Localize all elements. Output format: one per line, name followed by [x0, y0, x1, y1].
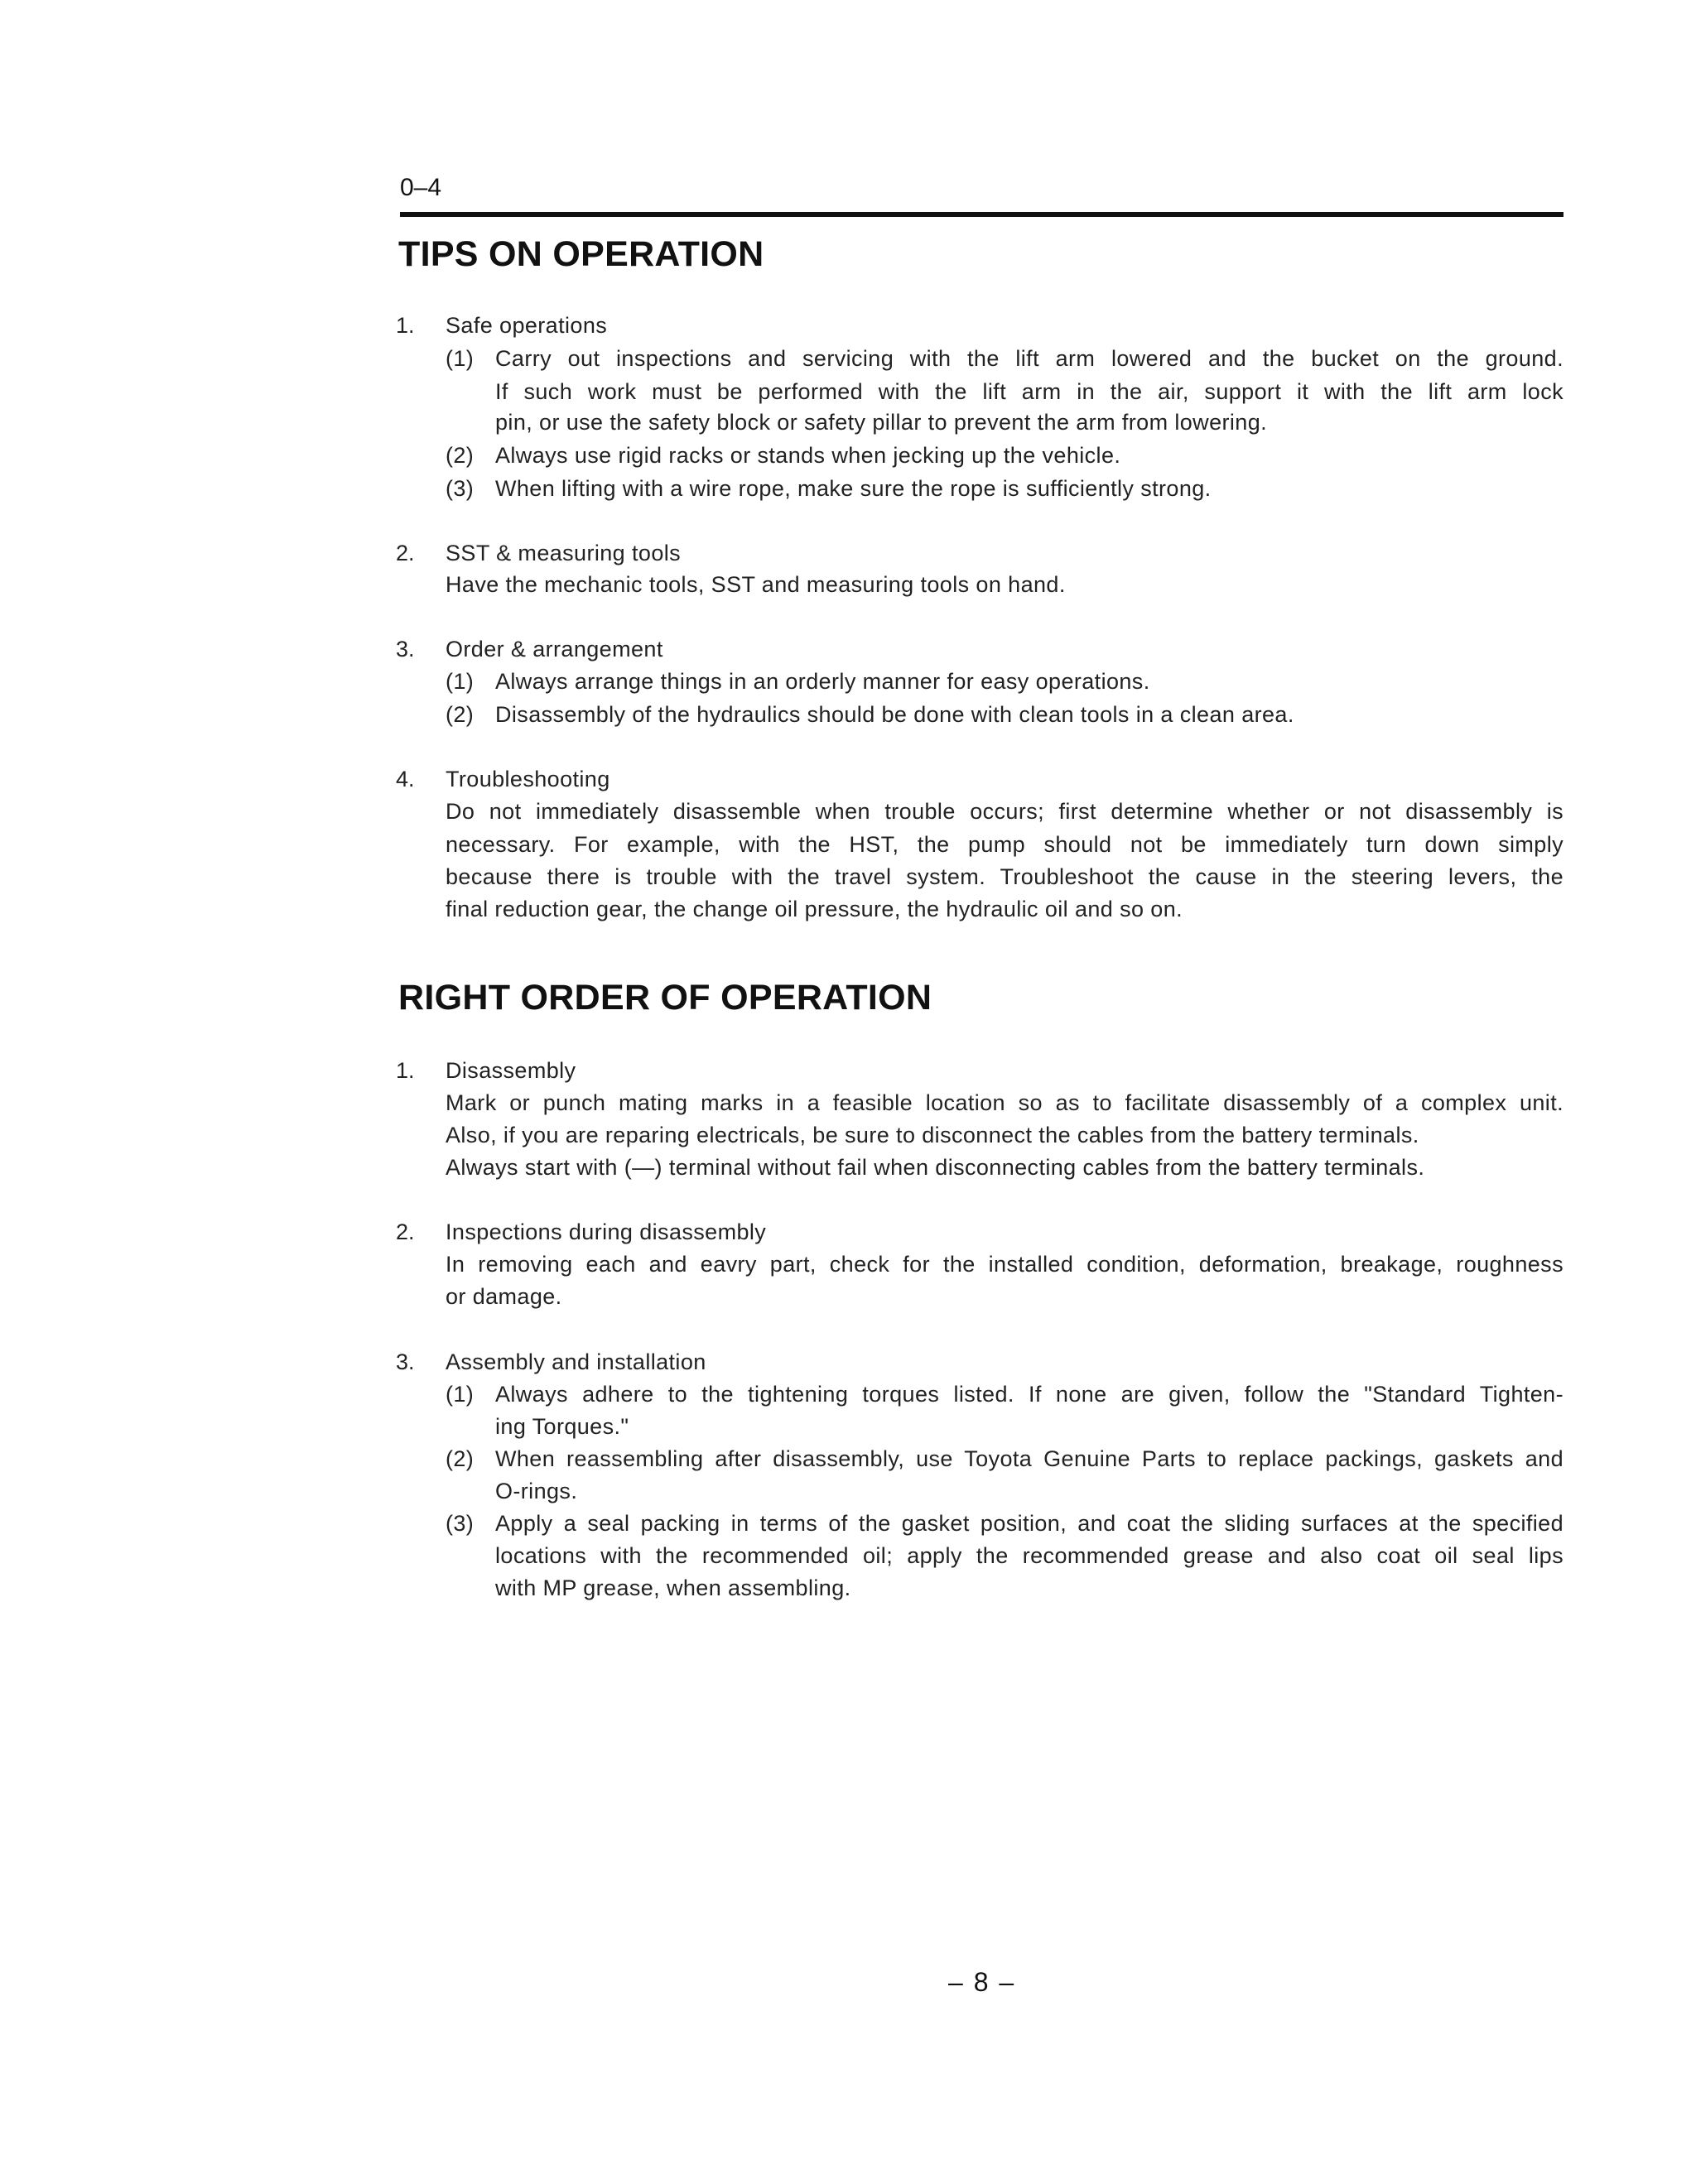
right-order-item-3-number: 3. — [396, 1349, 415, 1374]
right-order-item-1-body-line-3: Always start with (—) terminal without fail when disconnecting cables from the battery terminals. — [446, 1155, 1425, 1180]
right-order-item-1-body-line-1: Mark or punch mating marks in a feasible location so as to facilitate disassembly of a complex unit. — [446, 1090, 1564, 1115]
tips-item-1-sub-3-num: (3) — [446, 476, 475, 501]
footer-page-number: – 8 – — [948, 1967, 1016, 1997]
header-rule — [400, 212, 1564, 217]
right-order-item-3-sub-3-line-2: locations with the recommended oil; apply the recommended grease and also coat oil seal lips — [495, 1543, 1564, 1568]
tips-heading: TIPS ON OPERATION — [398, 234, 764, 274]
tips-item-4-body-line-3: because there is trouble with the travel system. Troubleshoot the cause in the steering levers, the — [446, 864, 1564, 889]
section-page-number: 0–4 — [400, 174, 442, 201]
tips-item-1-sub-1-line-1: Carry out inspections and servicing with the lift arm lowered and the bucket on the ground. — [495, 346, 1564, 371]
tips-item-1-sub-3-line-1: When lifting with a wire rope, make sure the rope is sufficiently strong. — [495, 476, 1212, 501]
right-order-item-2-title: Inspections during disassembly — [446, 1219, 767, 1244]
right-order-item-1-body-line-2: Also, if you are reparing electricals, be sure to disconnect the cables from the battery terminals. — [446, 1123, 1419, 1147]
tips-item-4-body-line-1: Do not immediately disassemble when trouble occurs; first determine whether or not disassembly is — [446, 799, 1564, 824]
right-order-heading: RIGHT ORDER OF OPERATION — [398, 978, 932, 1017]
tips-item-1-sub-2-num: (2) — [446, 443, 475, 468]
tips-item-1-number: 1. — [396, 313, 415, 338]
right-order-item-3-sub-2-line-1: When reassembling after disassembly, use Toyota Genuine Parts to replace packings, gaskets and — [495, 1446, 1564, 1471]
tips-item-4-title: Troubleshooting — [446, 767, 610, 791]
tips-item-3-number: 3. — [396, 637, 415, 661]
tips-item-4-number: 4. — [396, 767, 415, 791]
right-order-item-1-title: Disassembly — [446, 1058, 576, 1083]
right-order-item-2-body-line-1: In removing each and eavry part, check for the installed condition, deformation, breakage, roughness — [446, 1252, 1564, 1277]
tips-item-3-sub-2-line-1: Disassembly of the hydraulics should be done with clean tools in a clean area. — [495, 702, 1294, 727]
right-order-item-3-sub-3-line-3: with MP grease, when assembling. — [495, 1575, 851, 1600]
right-order-item-3-sub-3-line-1: Apply a seal packing in terms of the gasket position, and coat the sliding surfaces at the specified — [495, 1511, 1564, 1536]
tips-item-2-title: SST & measuring tools — [446, 541, 682, 565]
tips-item-1-sub-2-line-1: Always use rigid racks or stands when jecking up the vehicle. — [495, 443, 1121, 468]
right-order-item-3-sub-1-num: (1) — [446, 1382, 475, 1407]
right-order-item-3-sub-2-num: (2) — [446, 1446, 475, 1471]
tips-item-1-sub-1-line-3: pin, or use the safety block or safety pillar to prevent the arm from lowering. — [495, 410, 1268, 435]
tips-item-3-title: Order & arrangement — [446, 637, 663, 661]
tips-item-2-body-line-1: Have the mechanic tools, SST and measuring tools on hand. — [446, 572, 1066, 597]
right-order-item-3-sub-1-line-2: ing Torques." — [495, 1414, 629, 1439]
right-order-item-3-sub-1-line-1: Always adhere to the tightening torques listed. If none are given, follow the "Standard Tighten- — [495, 1382, 1564, 1407]
tips-item-4-body-line-2: necessary. For example, with the HST, the pump should not be immediately turn down simply — [446, 832, 1564, 857]
tips-item-1-sub-1-line-2: If such work must be performed with the lift arm in the air, support it with the lift arm lock — [495, 379, 1564, 404]
right-order-item-3-title: Assembly and installation — [446, 1349, 706, 1374]
right-order-item-1-number: 1. — [396, 1058, 415, 1083]
tips-item-1-title: Safe operations — [446, 313, 608, 338]
tips-item-2-number: 2. — [396, 541, 415, 565]
right-order-item-2-number: 2. — [396, 1219, 415, 1244]
tips-item-4-body-line-4: final reduction gear, the change oil pressure, the hydraulic oil and so on. — [446, 897, 1183, 921]
tips-item-3-sub-2-num: (2) — [446, 702, 475, 727]
tips-item-1-sub-1-num: (1) — [446, 346, 475, 371]
right-order-item-3-sub-3-num: (3) — [446, 1511, 475, 1536]
right-order-item-3-sub-2-line-2: O-rings. — [495, 1479, 578, 1503]
tips-item-3-sub-1-line-1: Always arrange things in an orderly manner for easy operations. — [495, 669, 1150, 694]
right-order-item-2-body-line-2: or damage. — [446, 1284, 562, 1309]
tips-item-3-sub-1-num: (1) — [446, 669, 475, 694]
